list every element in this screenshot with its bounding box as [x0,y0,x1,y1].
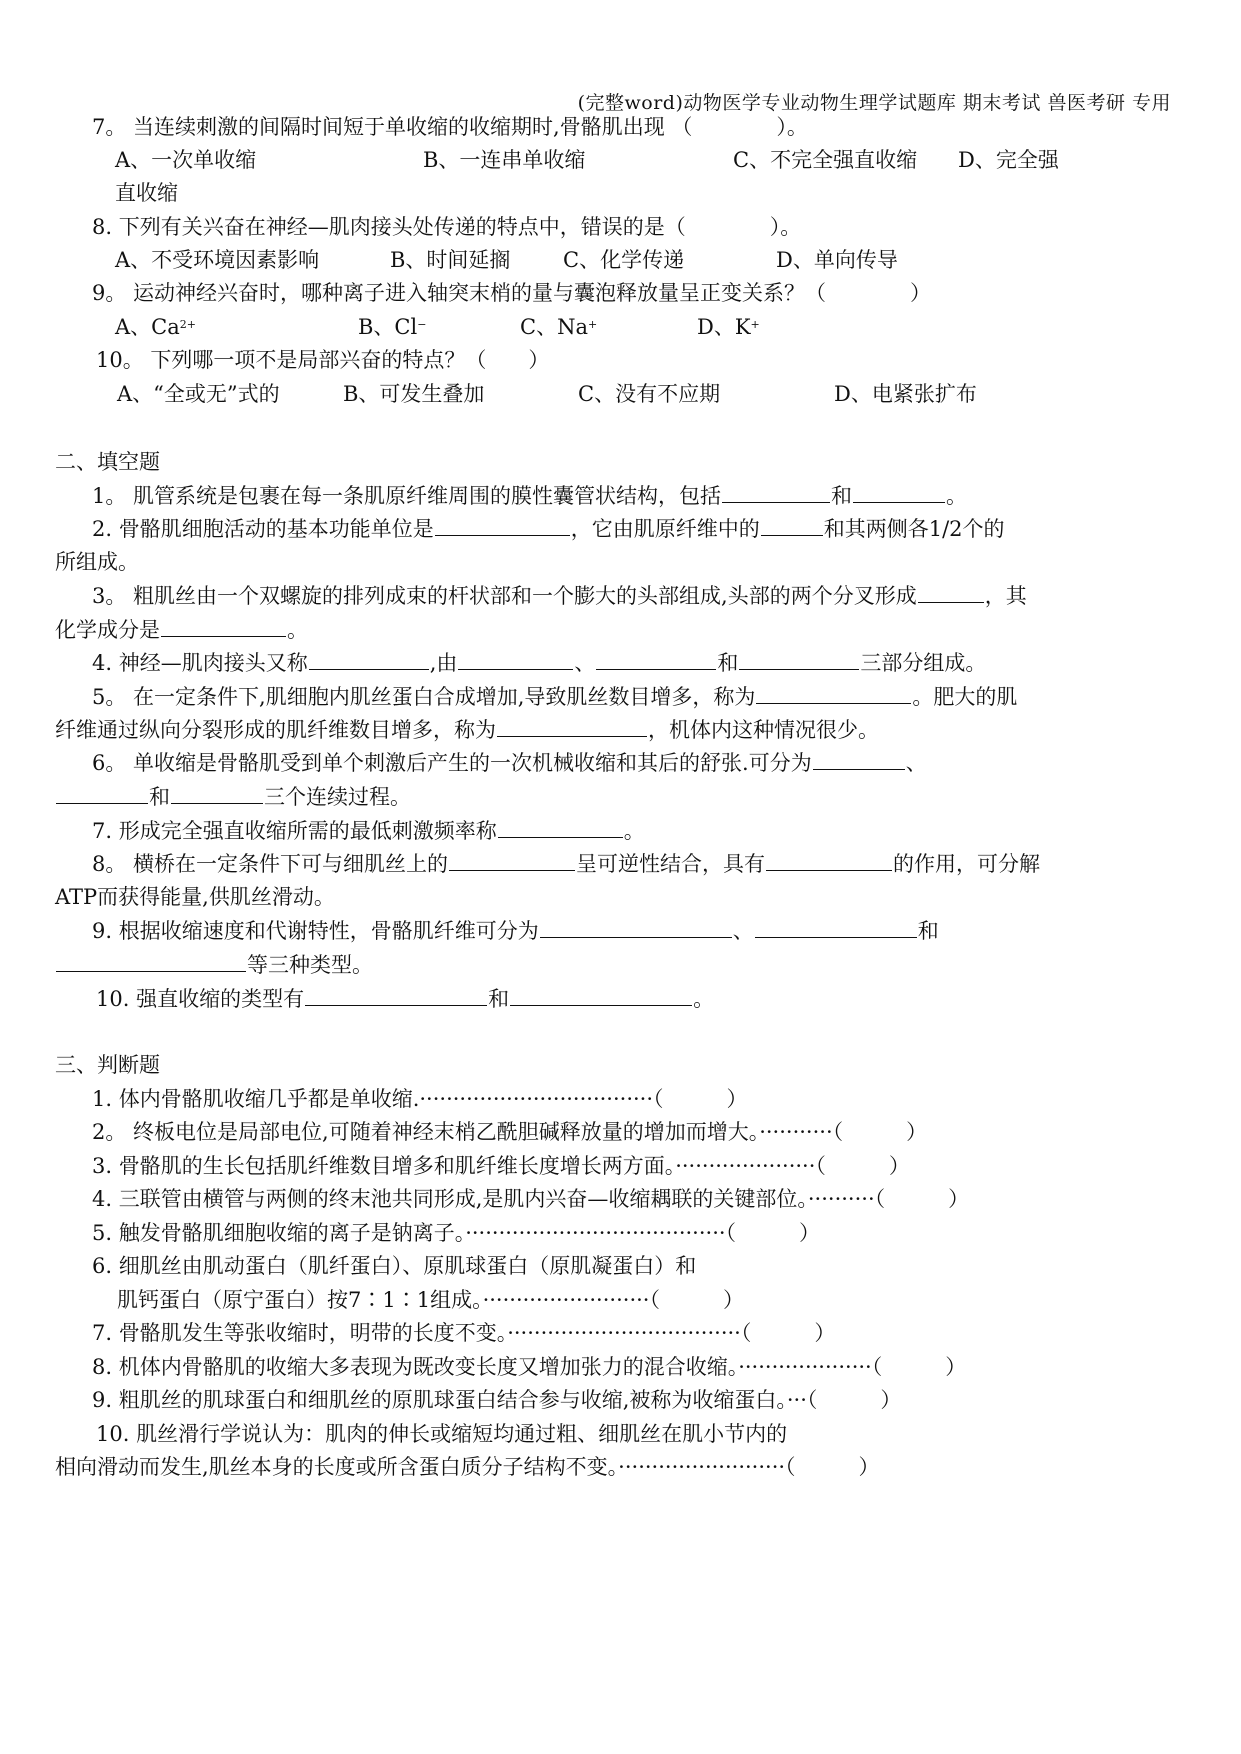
q10-option-c: C、没有不应期 [578,382,721,406]
fill-q7: 7. 形成完全强直收缩所需的最低刺激频率称 。 [92,819,645,843]
fill-q6-cont: 和 三个连续过程。 [55,783,411,811]
q7-option-d-cont: 直收缩 [115,181,178,205]
q9-option-a: A、$Ca^{2+}$ [115,315,196,339]
judge-item-4: 4. 三联管由横管与两侧的终末池共同形成,是肌内兴奋—收缩耦联的关键部位。··········（ ） [92,1187,970,1211]
page-header: (完整word)动物医学专业动物生理学试题库 期末考试 兽医考研 专用 [577,92,1171,114]
judge-item-7: 7. 骨骼肌发生等张收缩时，明带的长度不变。···································（ ） [92,1321,836,1345]
judge-item-1: 1. 体内骨骼肌收缩几乎都是单收缩.···································（ ） [92,1087,748,1111]
fill-q2-cont: 所组成。 [55,550,139,574]
fill-q3-cont: 化学成分是 。 [55,618,308,642]
section-judge-title: 三、判断题 [55,1053,160,1077]
q7-option-b: B、一连串单收缩 [423,148,586,172]
judge-item-3: 3. 骨骼肌的生长包括肌纤维数目增多和肌纤维长度增长两方面。·····················（ ） [92,1154,910,1178]
judge-item-9: 9. 粗肌丝的肌球蛋白和细肌丝的原肌球蛋白结合参与收缩,被称为收缩蛋白。···（ ） [92,1388,902,1412]
fill-q9-cont: 等三种类型。 [55,951,373,979]
judge-item-5: 5. 触发骨骼肌细胞收缩的离子是钠离子。·······································（ ） [92,1221,821,1245]
q10-option-d: D、电紧张扩布 [834,382,977,406]
fill-q5: 5。 在一定条件下,肌细胞内肌丝蛋白合成增加,导致肌丝数目增多，称为 。肥大的肌 [92,685,1018,709]
q8-option-b: B、时间延搁 [390,248,511,272]
judge-item-6-cont: 肌钙蛋白（原宁蛋白）按7∶1∶1组成。·························（ ） [117,1288,744,1312]
q7-option-a: A、一次单收缩 [115,148,257,172]
fill-q5-cont: 纤维通过纵向分裂形成的肌纤维数目增多，称为 ，机体内这种情况很少。 [55,718,879,742]
q8-option-a: A、不受环境因素影响 [115,248,320,272]
question-7-stem: 7。 当连续刺激的间隔时间短于单收缩的收缩期时,骨骼肌出现 （ ）。 [92,115,808,139]
fill-q10: 10. 强直收缩的类型有 和 。 [96,987,715,1011]
question-9-stem: 9。 运动神经兴奋时，哪种离子进入轴突末梢的量与囊泡释放量呈正变关系？（ ） [92,281,932,305]
judge-item-6: 6. 细肌丝由肌动蛋白（肌纤蛋白）、原肌球蛋白（原肌凝蛋白）和 [92,1254,697,1278]
q9-option-d: D、K+ [697,315,760,339]
fill-q2: 2. 骨骼肌细胞活动的基本功能单位是 ，它由肌原纤维中的 和其两侧各1/2个的 [92,517,1005,541]
question-10-stem: 10。 下列哪一项不是局部兴奋的特点？（ ） [96,348,550,372]
judge-item-2: 2。 终板电位是局部电位,可随着神经末梢乙酰胆碱释放量的增加而增大。···········（ ） [92,1120,928,1144]
q10-option-b: B、可发生叠加 [343,382,485,406]
q9-option-b: B、Cl− [358,315,427,339]
q10-option-a: A、“全或无”式的 [117,382,280,406]
fill-q6: 6。 单收缩是骨骼肌受到单个刺激后产生的一次机械收缩和其后的舒张.可分为 、 [92,751,927,775]
q8-option-d: D、单向传导 [776,248,898,272]
q7-option-d: D、完全强 [958,148,1059,172]
fill-q8: 8。 横桥在一定条件下可与细肌丝上的 呈可逆性结合，具有 的作用，可分解 [92,852,1041,876]
question-8-stem: 8. 下列有关兴奋在神经—肌肉接头处传递的特点中，错误的是（ ）。 [92,215,802,239]
judge-item-10-cont: 相向滑动而发生,肌丝本身的长度或所含蛋白质分子结构不变。·························（ ） [55,1455,880,1479]
q7-option-c: C、不完全强直收缩 [733,148,918,172]
q9-option-c: C、Na+ [520,315,598,339]
q8-option-c: C、化学传递 [563,248,685,272]
judge-item-10: 10. 肌丝滑行学说认为：肌肉的伸长或缩短均通过粗、细肌丝在肌小节内的 [96,1422,788,1446]
judge-item-8: 8. 机体内骨骼肌的收缩大多表现为既改变长度又增加张力的混合收缩。····················（ ） [92,1355,967,1379]
fill-q3: 3。 粗肌丝由一个双螺旋的排列成束的杆状部和一个膨大的头部组成,头部的两个分叉形成 ，其 [92,584,1027,608]
fill-q4: 4. 神经—肌肉接头又称 ,由 、 和 三部分组成。 [92,651,987,675]
fill-q1: 1。 肌管系统是包裹在每一条肌原纤维周围的膜性囊管状结构，包括 和 。 [92,484,968,508]
fill-q9: 9. 根据收缩速度和代谢特性，骨骼肌纤维可分为 、 和 [92,919,939,943]
section-fill-title: 二、填空题 [55,450,160,474]
fill-q8-cont: ATP而获得能量,供肌丝滑动。 [55,885,335,909]
